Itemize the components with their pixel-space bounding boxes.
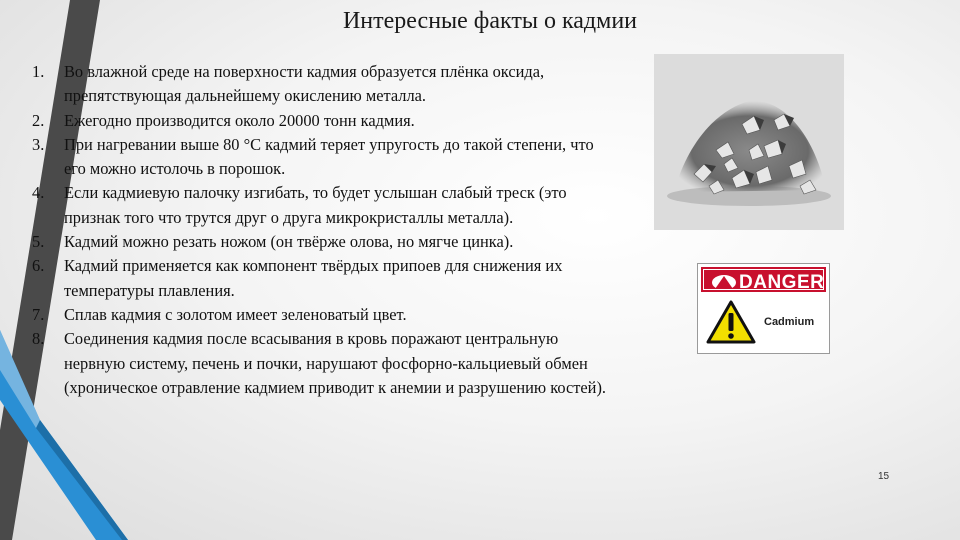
fact-number: 4. <box>32 183 45 203</box>
fact-item <box>32 327 612 400</box>
fact-text: При нагревании выше 80 °С кадмий теряет упругость до такой степени, что его можно истолочь в порошок. <box>64 134 594 179</box>
danger-label: Cadmium <box>764 316 815 328</box>
fact-text: Ежегодно производится около 20000 тонн кадмия. <box>64 110 415 130</box>
fact-number: 6. <box>32 256 45 276</box>
fact-text: Сплав кадмия с золотом имеет зеленоватый цвет. <box>64 304 407 324</box>
slide-title: Интересные факты о кадмии <box>342 8 638 34</box>
fact-number: 7. <box>32 304 45 324</box>
fact-item <box>32 60 612 109</box>
warning-triangle-icon <box>706 300 756 344</box>
fact-item <box>32 230 612 254</box>
fact-number: 3. <box>32 134 45 154</box>
fact-item <box>32 109 612 133</box>
fact-number: 1. <box>32 62 45 81</box>
danger-title: DANGER <box>739 272 825 293</box>
fact-number: 8. <box>32 329 45 349</box>
fact-item <box>32 133 612 182</box>
fact-number: 5. <box>32 232 45 252</box>
fact-text: Во влажной среде на поверхности кадмия образуется плёнка оксида, препятствующая дальнейшему окислению металла. <box>64 62 545 106</box>
fact-item <box>32 181 612 230</box>
fact-text: Если кадмиевую палочку изгибать, то будет услышан слабый треск (это признак того что трутся друг о друга микрокристаллы металла). <box>64 183 567 227</box>
fact-number: 2. <box>32 110 45 130</box>
danger-header <box>701 267 826 292</box>
danger-triangle-icon <box>715 276 733 289</box>
fact-text: Кадмий применяется как компонент твёрдых припоев для снижения их температуры плавления. <box>64 256 563 300</box>
cadmium-nuggets-icon <box>654 54 844 230</box>
fact-text: Соединения кадмия после всасывания в кровь поражают центральную нервную систему, печень и почки, нарушают фосфорно-кальциевый обмен (хроническое отравление кадмием приводит к анемии и разрушению костей). <box>64 329 607 397</box>
fact-item <box>32 254 612 303</box>
cadmium-photo <box>654 54 844 230</box>
blue-stripe-shadow <box>36 420 128 540</box>
danger-sign <box>697 263 830 354</box>
page-number: 15 <box>878 471 890 482</box>
fact-item <box>32 303 612 327</box>
facts-list <box>32 60 612 400</box>
fact-text: Кадмий можно резать ножом (он твёрже олова, но мягче цинка). <box>64 232 514 252</box>
